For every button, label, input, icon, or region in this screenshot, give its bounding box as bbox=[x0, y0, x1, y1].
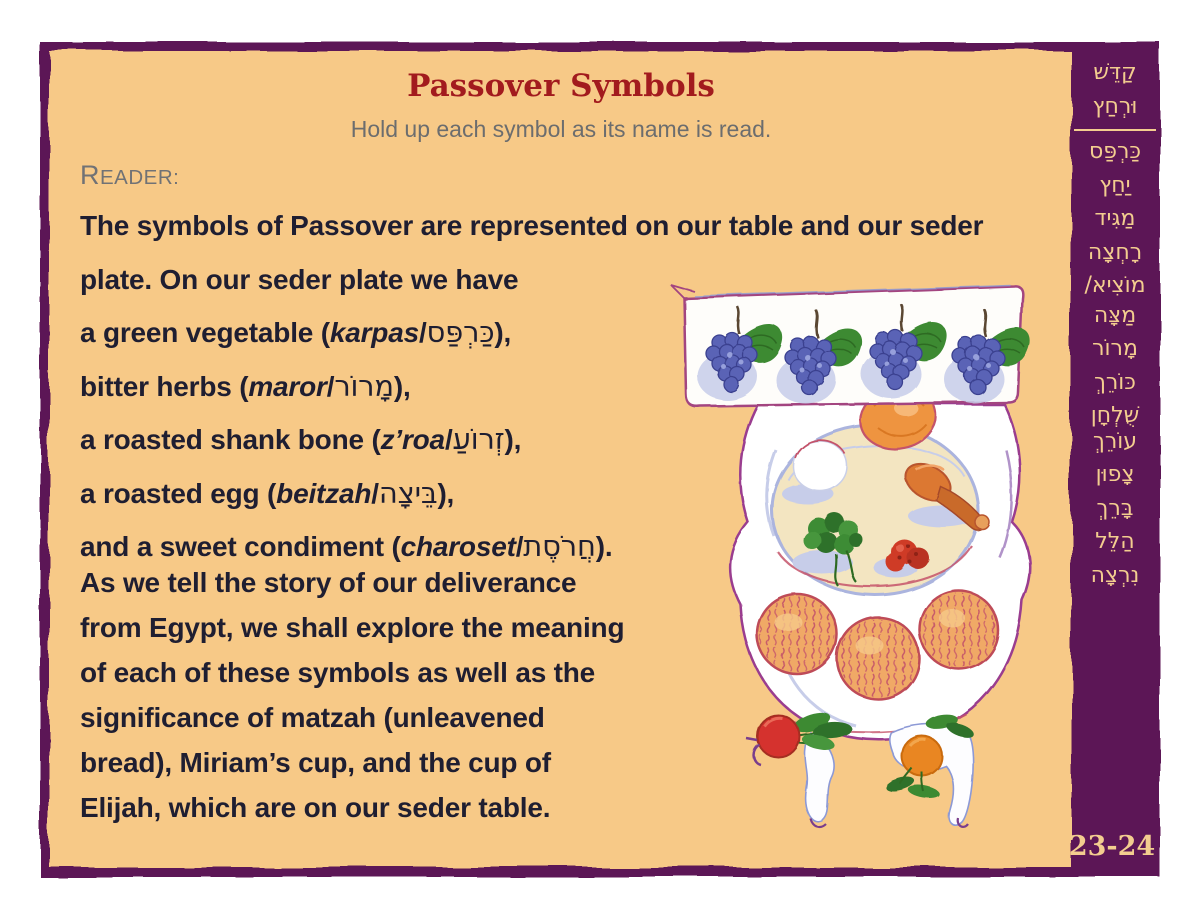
stage-direction: Hold up each symbol as its name is read. bbox=[350, 116, 772, 142]
body-text: from Egypt, we shall explore the meaning bbox=[80, 612, 625, 643]
sidebar-step-kadesh: קַדֵּשׁ bbox=[1093, 60, 1137, 85]
sidebar-step-karpas: כַּרְפַּס bbox=[1088, 139, 1142, 164]
body-text: ), bbox=[494, 317, 512, 348]
transliteration: z’roa bbox=[380, 424, 445, 455]
sidebar-step-shulchan: שֻׁלְחָן bbox=[1090, 403, 1140, 428]
sidebar-step-motzi: מוֹצִיא/ bbox=[1084, 273, 1146, 298]
sidebar-step-nirtzah: נִרְצָה bbox=[1090, 562, 1140, 588]
body-line bbox=[80, 605, 624, 650]
body-text: and a sweet condiment ( bbox=[80, 531, 401, 562]
transliteration: charoset bbox=[400, 531, 516, 562]
body-text: Elijah, which are on our seder table. bbox=[80, 792, 551, 823]
body-line bbox=[80, 785, 624, 830]
body-text: / bbox=[326, 370, 335, 402]
body-text: As we tell the story of our deliverance bbox=[80, 567, 577, 598]
page-title: Passover Symbols bbox=[407, 68, 715, 104]
seder-steps-after-divider bbox=[1070, 135, 1160, 592]
body-text: of each of these symbols as well as the bbox=[80, 657, 596, 688]
hebrew-term: כַּרְפַּס bbox=[426, 315, 495, 349]
body-text: / bbox=[444, 424, 453, 455]
body-text: ), bbox=[504, 424, 522, 455]
transliteration: beitzah bbox=[276, 477, 372, 509]
sidebar-step-rachtzah: רָחְצָה bbox=[1087, 239, 1143, 265]
sidebar-step-matzah: מַצָּה bbox=[1093, 302, 1137, 328]
grape-banner bbox=[670, 284, 1030, 406]
sidebar-step-maror: מָרוֹר bbox=[1092, 336, 1138, 361]
hebrew-term: חֲרֹסֶת bbox=[523, 529, 596, 563]
body-text: The symbols of Passover are represented on our table and our seder bbox=[80, 210, 984, 241]
seder-illustration bbox=[660, 270, 1060, 860]
orange-sprig bbox=[884, 712, 975, 827]
body-text: / bbox=[515, 531, 524, 562]
sidebar-step-tzafun: צָפוּן bbox=[1095, 462, 1135, 487]
sidebar-step-maggid: מַגִּיד bbox=[1094, 206, 1136, 231]
body-text: / bbox=[371, 477, 379, 509]
body-line bbox=[80, 199, 983, 253]
hebrew-term: בֵּיצָה bbox=[378, 475, 438, 510]
transliteration: maror bbox=[248, 370, 327, 402]
seder-steps-before-divider bbox=[1070, 42, 1160, 123]
body-line bbox=[80, 560, 624, 605]
seder-order-sidebar bbox=[1070, 42, 1160, 877]
sidebar-step-korech: כּוֹרֵךְ bbox=[1094, 369, 1136, 395]
sidebar-step-barech: בָּרֵךְ bbox=[1096, 495, 1134, 521]
body-text: / bbox=[418, 317, 427, 348]
body-text: plate. On our seder plate we have bbox=[80, 263, 519, 295]
reader-label: READER: bbox=[80, 160, 180, 190]
body-line bbox=[80, 695, 624, 740]
seder-progress-divider bbox=[1074, 129, 1156, 131]
sidebar-step-yachatz: יַחַץ bbox=[1099, 172, 1131, 198]
hebrew-term: זְרוֹעַ bbox=[452, 422, 505, 456]
paragraph-story bbox=[80, 560, 624, 830]
body-text: ). bbox=[595, 531, 613, 562]
body-text: ), bbox=[437, 477, 455, 509]
hebrew-term: מָרוֹר bbox=[334, 368, 394, 403]
radish-sprig bbox=[746, 709, 853, 827]
body-text: bitter herbs ( bbox=[80, 370, 249, 402]
sidebar-step-hallel: הַלֵּל bbox=[1095, 529, 1135, 554]
sidebar-step-urchatz: וּרְחַץ bbox=[1092, 93, 1138, 119]
transliteration: karpas bbox=[329, 317, 419, 348]
body-text: a green vegetable ( bbox=[80, 317, 330, 348]
body-line bbox=[80, 650, 624, 695]
body-text: bread), Miriam’s cup, and the cup of bbox=[80, 747, 551, 778]
body-text: a roasted shank bone ( bbox=[80, 424, 381, 455]
body-text: a roasted egg ( bbox=[80, 477, 277, 509]
body-text: ), bbox=[393, 370, 411, 402]
body-line bbox=[80, 740, 624, 785]
page-number: 23-24 bbox=[1068, 831, 1156, 862]
body-text: significance of matzah (unleavened bbox=[80, 702, 545, 733]
sidebar-step-orech: עוֹרֵךְ bbox=[1093, 428, 1137, 454]
